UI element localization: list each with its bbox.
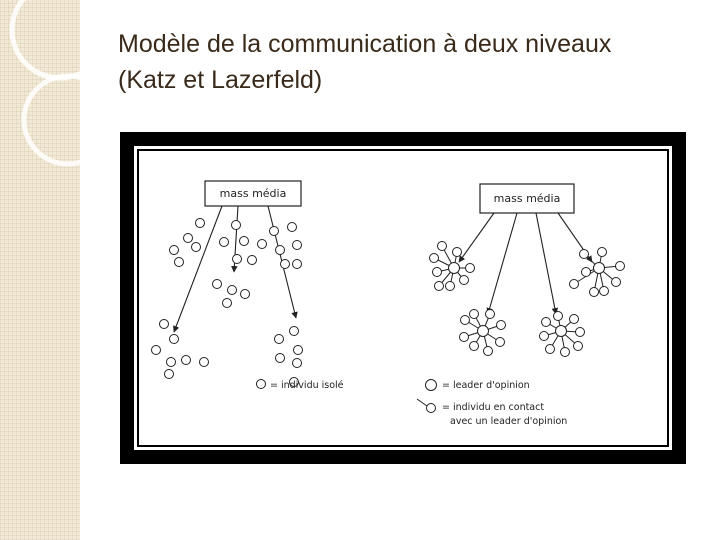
contact-individual-circle	[542, 318, 551, 327]
slide-title-line-2: (Katz et Lazerfeld)	[118, 66, 323, 94]
diagram-canvas	[134, 146, 672, 450]
left-mass-media-label: mass média	[219, 187, 287, 200]
legend-contact-text-2: avec un leader d'opinion	[450, 416, 568, 427]
isolated-individual-circle	[228, 286, 237, 295]
contact-link-line	[599, 268, 616, 282]
contact-link-line	[561, 331, 580, 332]
contact-individual-circle	[470, 310, 479, 319]
contact-individual-circle	[433, 268, 442, 277]
arrow-to-group-bottom-left	[174, 206, 222, 332]
contact-individual-circle	[546, 345, 555, 354]
isolated-individual-circle	[167, 358, 176, 367]
contact-link-line	[483, 325, 501, 331]
contact-individual-circle	[460, 333, 469, 342]
isolated-individual-circle	[220, 238, 229, 247]
opinion-leader-circle	[556, 326, 567, 337]
isolated-individual-circle	[241, 290, 250, 299]
contact-link-line	[599, 266, 620, 268]
arrow-to-group-middle	[234, 206, 238, 272]
contact-link-line	[450, 268, 454, 286]
arrow-to-leader-center-left	[488, 213, 517, 314]
contact-link-line	[599, 268, 604, 291]
contact-individual-circle	[580, 250, 589, 259]
contact-link-line	[454, 268, 464, 280]
isolated-individual-circle	[258, 240, 267, 249]
isolated-individual-circle	[270, 227, 279, 236]
contact-individual-circle	[466, 264, 475, 273]
isolated-individual-circle	[196, 219, 205, 228]
contact-link-line	[434, 258, 454, 268]
isolated-individual-circle	[293, 359, 302, 368]
contact-individual-circle	[570, 280, 579, 289]
isolated-individual-circle	[200, 358, 209, 367]
legend-isolated-circle	[257, 380, 266, 389]
contact-individual-circle	[486, 310, 495, 319]
isolated-individual-circle	[223, 299, 232, 308]
right-mass-media-label: mass média	[493, 192, 561, 205]
contact-individual-circle	[574, 342, 583, 351]
contact-individual-circle	[616, 262, 625, 271]
contact-link-line	[437, 268, 454, 272]
isolated-individual-circle	[170, 335, 179, 344]
isolated-individual-circle	[165, 370, 174, 379]
arrow-to-leader-center-right	[536, 213, 556, 314]
arrow-to-leader-right	[558, 213, 592, 262]
contact-individual-circle	[576, 328, 585, 337]
isolated-individual-circle	[293, 260, 302, 269]
contact-link-line	[442, 246, 454, 268]
isolated-individual-circle	[248, 256, 257, 265]
opinion-leader-circle	[478, 326, 489, 337]
isolated-individual-circle	[275, 335, 284, 344]
isolated-individual-circle	[276, 354, 285, 363]
contact-link-line	[561, 331, 578, 346]
contact-link-line	[483, 331, 500, 342]
contact-individual-circle	[590, 288, 599, 297]
contact-link-line	[474, 314, 483, 331]
isolated-individual-circle	[213, 280, 222, 289]
decorative-side-band	[0, 0, 80, 540]
opinion-leader-circle	[594, 263, 605, 274]
arrow-to-group-bottom-right	[268, 206, 296, 318]
isolated-individual-circle	[240, 237, 249, 246]
isolated-individual-circle	[294, 346, 303, 355]
contact-link-line	[544, 331, 561, 336]
contact-individual-circle	[582, 268, 591, 277]
isolated-individual-circle	[175, 258, 184, 267]
isolated-individual-circle	[281, 260, 290, 269]
contact-link-line	[550, 331, 561, 349]
contact-individual-circle	[600, 287, 609, 296]
contact-individual-circle	[612, 278, 621, 287]
contact-individual-circle	[570, 315, 579, 324]
opinion-leader-clusters	[430, 242, 625, 357]
legend-contact-link	[417, 399, 427, 406]
isolated-individual-circle	[152, 346, 161, 355]
contact-link-line	[599, 252, 602, 268]
legend-isolated-text: = individu isolé	[270, 380, 344, 391]
contact-individual-circle	[497, 321, 506, 330]
isolated-individual-circle	[160, 320, 169, 329]
contact-individual-circle	[438, 242, 447, 251]
contact-link-line	[546, 322, 561, 331]
contact-individual-circle	[460, 276, 469, 285]
contact-link-line	[439, 268, 454, 286]
legend-contact-text-1: = individu en contact	[442, 402, 545, 413]
left-model-one-step	[152, 181, 344, 391]
slide-title	[118, 26, 708, 98]
left-mass-media-box	[205, 181, 301, 206]
isolated-individuals	[152, 219, 303, 387]
contact-link-line	[454, 252, 457, 268]
contact-individual-circle	[430, 254, 439, 263]
isolated-individual-circle	[192, 243, 201, 252]
contact-individual-circle	[461, 316, 470, 325]
isolated-individual-circle	[293, 241, 302, 250]
contact-link-line	[483, 314, 490, 331]
contact-link-line	[465, 320, 483, 331]
isolated-individual-circle	[182, 356, 191, 365]
contact-link-line	[574, 268, 599, 284]
contact-link-line	[586, 268, 599, 272]
right-arrows	[459, 213, 592, 314]
legend-contact-circle	[427, 404, 436, 413]
isolated-individual-circle	[184, 234, 193, 243]
contact-individual-circle	[470, 342, 479, 351]
contact-individual-circle	[453, 248, 462, 257]
contact-individual-circle	[554, 312, 563, 321]
two-step-flow-diagram	[134, 146, 672, 450]
contact-individual-circle	[484, 347, 493, 356]
contact-link-line	[584, 254, 599, 268]
slide-title-line-1: Modèle de la communication à deux niveaux	[118, 30, 612, 58]
contact-individual-circle	[561, 348, 570, 357]
legend-leader-text: = leader d'opinion	[442, 380, 530, 391]
contact-link-line	[558, 316, 561, 331]
contact-individual-circle	[446, 282, 455, 291]
right-mass-media-box	[480, 184, 574, 213]
left-arrows	[174, 206, 296, 332]
decorative-circles	[0, 0, 80, 540]
contact-link-line	[483, 331, 488, 351]
contact-individual-circle	[435, 282, 444, 291]
isolated-individual-circle	[276, 246, 285, 255]
diagram-frame	[120, 132, 686, 464]
isolated-individual-circle	[288, 223, 297, 232]
isolated-individual-circle	[290, 327, 299, 336]
isolated-individual-circle	[233, 255, 242, 264]
legend-leader-circle	[426, 380, 437, 391]
contact-link-line	[594, 268, 599, 292]
isolated-individual-circle	[170, 246, 179, 255]
contact-link-line	[561, 319, 574, 331]
contact-link-line	[464, 331, 483, 337]
isolated-individual-circle	[290, 378, 299, 387]
contact-link-line	[561, 331, 565, 352]
right-model-two-step	[417, 184, 625, 427]
isolated-individual-circle	[232, 221, 241, 230]
arrow-to-leader-left	[459, 213, 494, 262]
contact-individual-circle	[496, 338, 505, 347]
opinion-leader-circle	[449, 263, 460, 274]
contact-individual-circle	[598, 248, 607, 257]
contact-link-line	[474, 331, 483, 346]
contact-individual-circle	[540, 332, 549, 341]
